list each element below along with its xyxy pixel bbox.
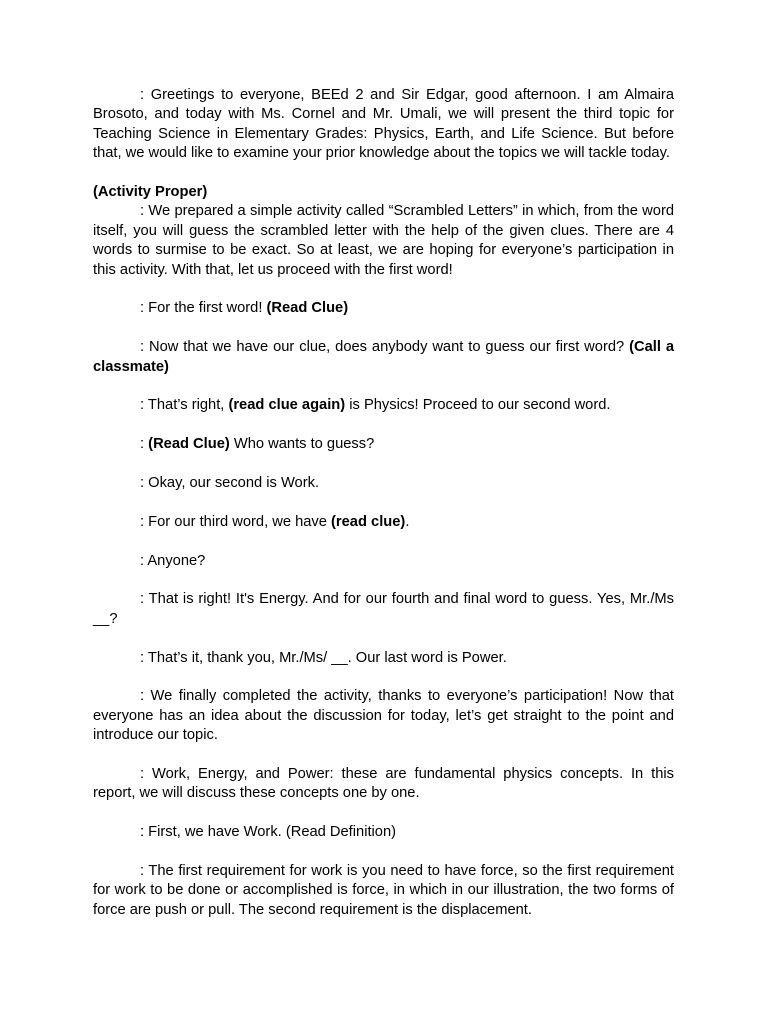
paragraph-first-word-text: : For the first word! — [140, 300, 267, 317]
paragraph-thats-right-before: : That’s right, — [140, 397, 229, 414]
paragraph-greeting: : Greetings to everyone, BEEd 2 and Sir Edgar, good afternoon. I am Almaira Brosoto, and today with Ms. Cornel and Mr. Umali, we will present the third topic for Teaching Science in Elementary Grades: Physics, Earth, and Life Science. But before that, we would like to examine your prior knowledge about the topics we will tackle today. — [93, 87, 674, 162]
document-page — [93, 86, 674, 920]
paragraph-completed: : We finally completed the activity, thanks to everyone’s participation! Now that everyone has an idea about the discussion for today, let’s get straight to the point and introduce our topic. — [93, 688, 674, 744]
stage-cue-read-clue-second: (Read Clue) — [148, 436, 230, 453]
paragraph-requirement: : The first requirement for work is you need to have force, so the first requirement for work to be done or accomplished is force, in which in our illustration, the two forms of force are push or pull. The second requirement is the displacement. — [93, 863, 674, 918]
paragraph-anyone: : Anyone? — [140, 552, 206, 569]
paragraph-second-clue-before: : — [140, 436, 149, 453]
stage-cue-read-clue-third: (read clue) — [331, 513, 406, 530]
paragraph-third-word-before: : For our third word, we have — [140, 513, 332, 530]
stage-cue-read-clue-again: (read clue again) — [228, 397, 346, 414]
stage-cue-call-classmate: (Call a classmate) — [93, 339, 674, 375]
paragraph-guess-first — [93, 338, 674, 377]
paragraph-first-work: : First, we have Work. (Read Definition) — [140, 824, 397, 841]
paragraph-thats-right — [93, 396, 674, 415]
paragraph-concepts: : Work, Energy, and Power: these are fundamental physics concepts. In this report, we will discuss these concepts one by one. — [93, 766, 674, 802]
paragraph-activity-intro: : We prepared a simple activity called “Scrambled Letters” in which, from the word itself, you will guess the scrambled letter with the help of the given clues. There are 4 words to surmise to be exact. So at least, we are hoping for everyone’s participation in this activity. With that, let us proceed with the first word! — [93, 203, 674, 278]
activity-proper-heading: (Activity Proper) — [93, 184, 208, 201]
paragraph-second-is-work: : Okay, our second is Work. — [140, 475, 320, 492]
paragraph-third-word-after: . — [405, 513, 410, 530]
paragraph-thats-right-after: is Physics! Proceed to our second word. — [345, 397, 611, 414]
paragraph-first-word — [93, 299, 674, 318]
paragraph-power: : That’s it, thank you, Mr./Ms/ __. Our last word is Power. — [140, 649, 507, 666]
stage-cue-read-clue: (Read Clue) — [266, 300, 349, 317]
paragraph-third-word — [93, 513, 674, 532]
paragraph-second-clue-after: Who wants to guess? — [229, 436, 375, 453]
paragraph-second-clue — [93, 435, 674, 454]
paragraph-guess-first-text: : Now that we have our clue, does anybody want to guess our first word? — [140, 339, 630, 356]
paragraph-energy: : That is right! It's Energy. And for our fourth and final word to guess. Yes, Mr./Ms __? — [93, 591, 674, 627]
